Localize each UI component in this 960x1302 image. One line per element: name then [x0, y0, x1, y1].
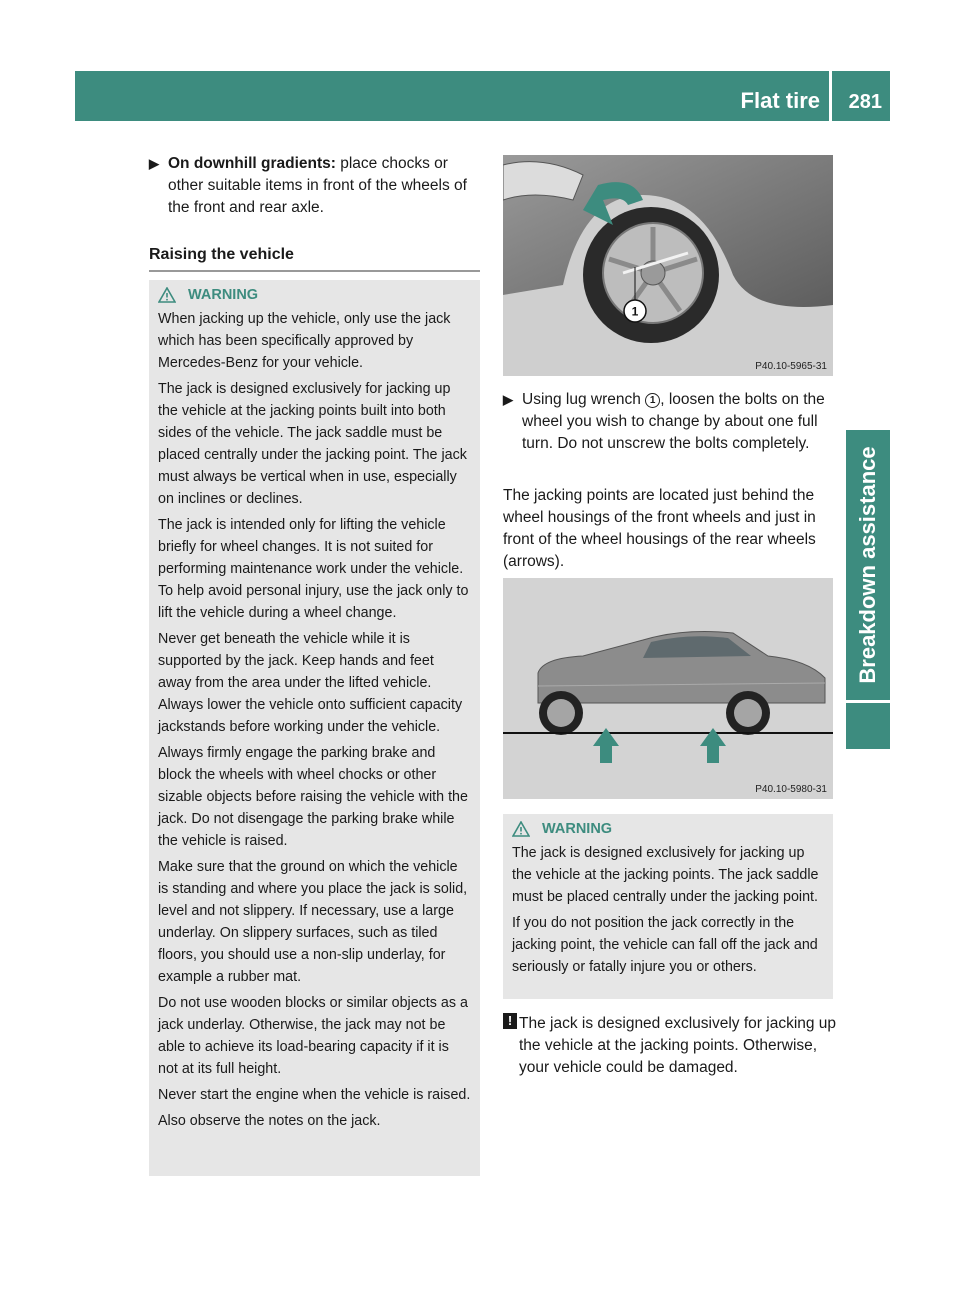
wheel-illustration	[503, 155, 833, 376]
section-heading: Raising the vehicle	[149, 246, 480, 272]
warning-box-jacking-points	[503, 814, 833, 999]
warning-paragraph: Never get beneath the vehicle while it is supported by the jack. Keep hands and feet away from the area under the lifted vehicle. Always lower the vehicle onto sufficient capacity jackstands before working under the vehicle.	[158, 631, 463, 735]
page-header	[75, 71, 890, 121]
warning-paragraph: When jacking up the vehicle, only use the jack which has been specifically approved by Mercedes-Benz for your vehicle.	[158, 311, 451, 371]
page-title: Flat tire	[740, 88, 820, 113]
callout-number-icon: 1	[645, 393, 660, 408]
warning-paragraph: The jack is designed exclusively for jacking up the vehicle at the jacking points. The jack saddle must be placed centrally under the jacking point.	[512, 845, 819, 905]
warning-title: WARNING	[512, 818, 824, 840]
header-divider	[829, 71, 832, 121]
figure-lug-wrench	[503, 155, 833, 376]
page-number: 281	[848, 91, 882, 113]
step-bold-lead: On downhill gradients:	[168, 155, 336, 172]
warning-title: WARNING	[158, 284, 471, 306]
warning-paragraph: Do not use wooden blocks or similar objects as a jack underlay. Otherwise, the jack may not be able to achieve its load-bearing capacity if it is not at its full height.	[158, 995, 468, 1077]
step-text: Using lug wrench	[522, 391, 646, 408]
warning-paragraph: Never start the engine when the vehicle is raised.	[158, 1087, 471, 1103]
warning-paragraph: If you do not position the jack correctly in the jacking point, the vehicle can fall off the jack and seriously or fatally injure you or others.	[512, 915, 818, 975]
warning-triangle-icon	[512, 821, 530, 837]
warning-paragraph: Also observe the notes on the jack.	[158, 1113, 381, 1129]
warning-box-jacking	[149, 280, 480, 1176]
section-side-label: Breakdown assistance	[855, 446, 880, 684]
step-text: , loosen the bolts on the wheel you wish to change by about one full turn. Do not unscrew the bolts completely.	[522, 391, 825, 452]
car-illustration	[503, 578, 833, 799]
notice-damage	[503, 1013, 838, 1079]
figure-callout-number: 1	[631, 304, 639, 319]
step-arrow-icon: ▶	[149, 156, 159, 171]
notice-exclamation-icon: !	[503, 1013, 517, 1029]
figure-label: P40.10-5965-31	[755, 361, 827, 372]
jacking-points-text: The jacking points are located just behind the wheel housings of the front wheels and just in front of the wheel housings of the rear wheels (arrows).	[503, 487, 816, 570]
warning-paragraph: Always firmly engage the parking brake and block the wheels with wheel chocks or other sizable objects before raising the vehicle with the jack. Do not disengage the parking brake while the vehicle is raised.	[158, 745, 468, 849]
step-arrow-icon: ▶	[503, 392, 513, 407]
step-lug-wrench	[503, 389, 838, 455]
figure-jacking-points	[503, 578, 833, 799]
warning-paragraph: The jack is intended only for lifting the vehicle briefly for wheel changes. It is not suited for performing maintenance work under the vehicle. To help avoid personal injury, use the jack only to lift the vehicle during a wheel change.	[158, 517, 469, 621]
figure-label: P40.10-5980-31	[755, 784, 827, 795]
notice-text: The jack is designed exclusively for jacking up the vehicle at the jacking points. Otherwise, your vehicle could be damaged.	[519, 1015, 837, 1076]
side-tab-marker	[846, 703, 890, 749]
warning-paragraph: The jack is designed exclusively for jacking up the vehicle at the jacking points built into both sides of the vehicle. The jack saddle must be placed centrally under the jacking point. The jack must always be vertical when in use, especially on inclines or declines.	[158, 381, 467, 507]
warning-paragraph: Make sure that the ground on which the vehicle is standing and where you place the jack is solid, level and not slippery. If necessary, use a large underlay. On slippery surfaces, such as tiled floors, you should use a non-slip underlay, for example a rubber mat.	[158, 859, 468, 985]
step-text: place chocks or other suitable items in front of the wheels of the front and rear axle.	[168, 155, 467, 216]
warning-triangle-icon	[158, 287, 176, 303]
step-downhill	[149, 153, 481, 219]
